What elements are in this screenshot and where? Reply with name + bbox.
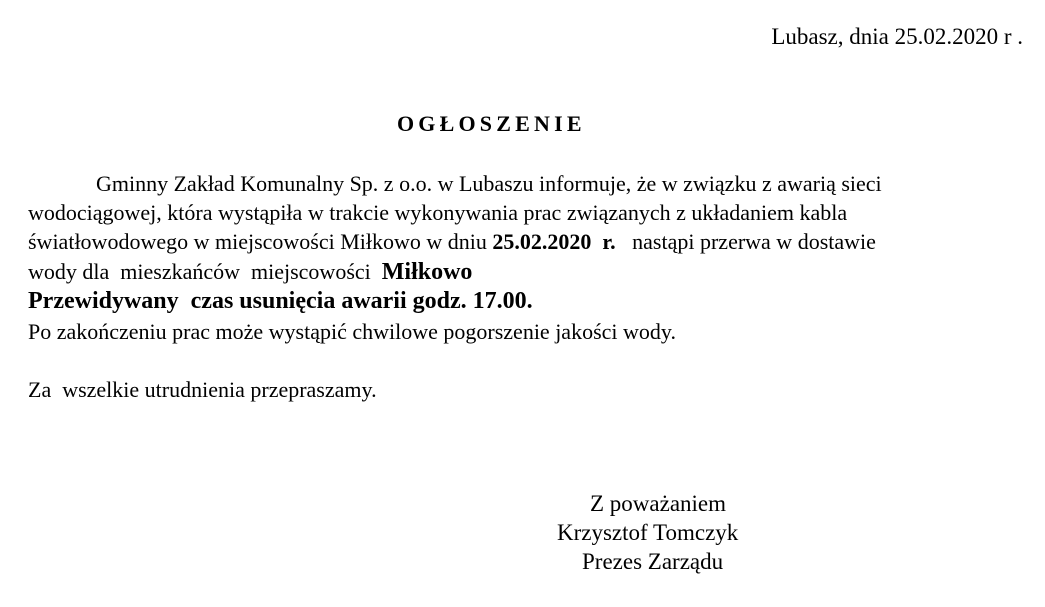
repair-time-line: Przewidywany czas usunięcia awarii godz. 17.00. [28, 288, 533, 314]
body-line-6: Po zakończeniu prac może wystąpić chwilowe pogorszenie jakości wody. [28, 319, 676, 344]
page-title: OGŁOSZENIE [397, 111, 586, 136]
body-line-4 [28, 257, 472, 287]
body-line-1: Gminny Zakład Komunalny Sp. z o.o. w Lubaszu informuje, że w związku z awarią sieci [96, 171, 882, 196]
signature-position: Prezes Zarządu [582, 549, 724, 574]
signature-closing: Z poważaniem [590, 491, 727, 516]
affected-place: Miłkowo [381, 259, 473, 285]
outage-date: 25.02.2020 r. [492, 229, 616, 254]
date-line: Lubasz, dnia 25.02.2020 r . [771, 24, 1023, 49]
body-line-3-end: nastąpi przerwa w dostawie [615, 229, 876, 254]
body-line-4-start: wody dla mieszkańców miejscowości [28, 259, 382, 284]
body-line-3-start: światłowodowego w miejscowości Miłkowo w dniu [28, 229, 493, 254]
body-line-2: wodociągowej, która wystąpiła w trakcie wykonywania prac związanych z układaniem kabla [28, 200, 848, 225]
signature-name: Krzysztof Tomczyk [557, 520, 739, 545]
body-line-3 [28, 227, 876, 256]
apology-line: Za wszelkie utrudnienia przepraszamy. [28, 377, 377, 402]
